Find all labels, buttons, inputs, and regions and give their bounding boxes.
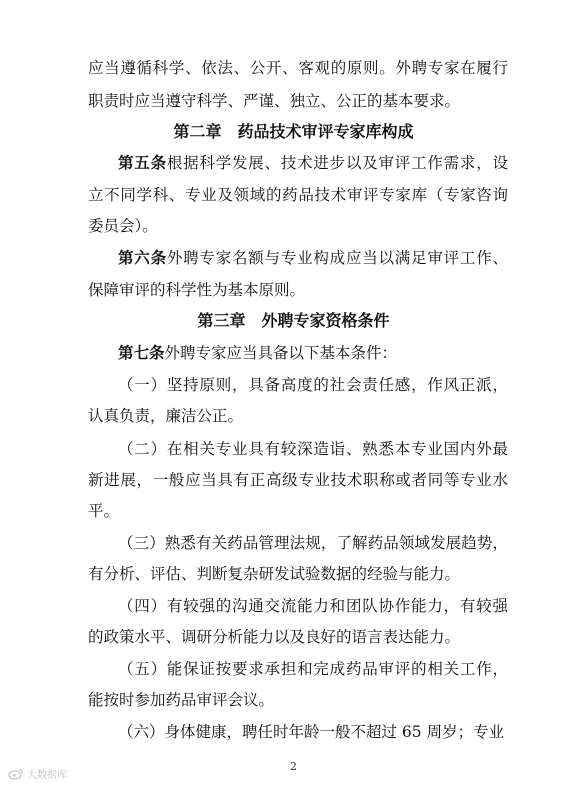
chapter-2-heading: 第二章 药品技术审评专家库构成 [173,122,414,141]
list-item-1: （一）坚持原则，具备高度的社会责任感，作风正派， [118,376,508,394]
chapter-3-heading: 第三章 外聘专家资格条件 [197,311,390,330]
article-5-line [118,153,508,173]
list-item-5: （五）能保证按要求承担和完成药品审评的相关工作， [118,660,508,678]
body-line: 委员会）。 [88,217,158,235]
article-7-label: 第七条 [118,344,165,362]
list-item-3: （三）熟悉有关药品管理法规，了解药品领域发展趋势， [118,534,508,552]
body-line: 立不同学科、专业及领域的药品技术审评专家库（专家咨询 [88,186,508,204]
weibo-logo-icon [8,768,24,780]
article-5-text: 根据科学发展、技术进步以及审评工作需求，设 [166,154,508,172]
body-line: 能按时参加药品审评会议。 [88,691,275,709]
list-item-6: （六）身体健康，聘任时年龄一般不超过 65 周岁；专业 [118,723,505,741]
article-7-line [118,343,508,363]
article-6-text: 外聘专家名额与专业构成应当以满足审评工作、 [166,249,508,267]
body-line: 平。 [88,502,120,520]
page-number: 2 [290,760,297,773]
body-line: 保障审评的科学性为基本原则。 [88,281,306,299]
article-6-line [118,248,508,268]
body-line: 的政策水平、调研分析能力以及良好的语言表达能力。 [88,628,461,646]
body-line: 有分析、评估、判断复杂研发试验数据的经验与能力。 [88,565,461,583]
article-7-text: 外聘专家应当具备以下基本条件： [164,344,398,362]
list-item-4: （四）有较强的沟通交流能力和团队协作能力，有较强 [118,597,508,615]
article-5-label: 第五条 [118,154,167,172]
body-line: 认真负责，廉洁公正。 [88,407,244,425]
watermark [8,766,67,781]
article-6-label: 第六条 [118,249,167,267]
watermark-text: 大数据库 [27,770,67,781]
body-line: 应当遵循科学、依法、公开、客观的原则。外聘专家在履行 [88,59,508,77]
list-item-2: （二）在相关专业具有较深造诣、熟悉本专业国内外最 [118,440,508,458]
body-line: 职责时应当遵守科学、严谨、独立、公正的基本要求。 [88,92,461,110]
body-line: 新进展，一般应当具有正高级专业技术职称或者同等专业水 [88,471,508,489]
